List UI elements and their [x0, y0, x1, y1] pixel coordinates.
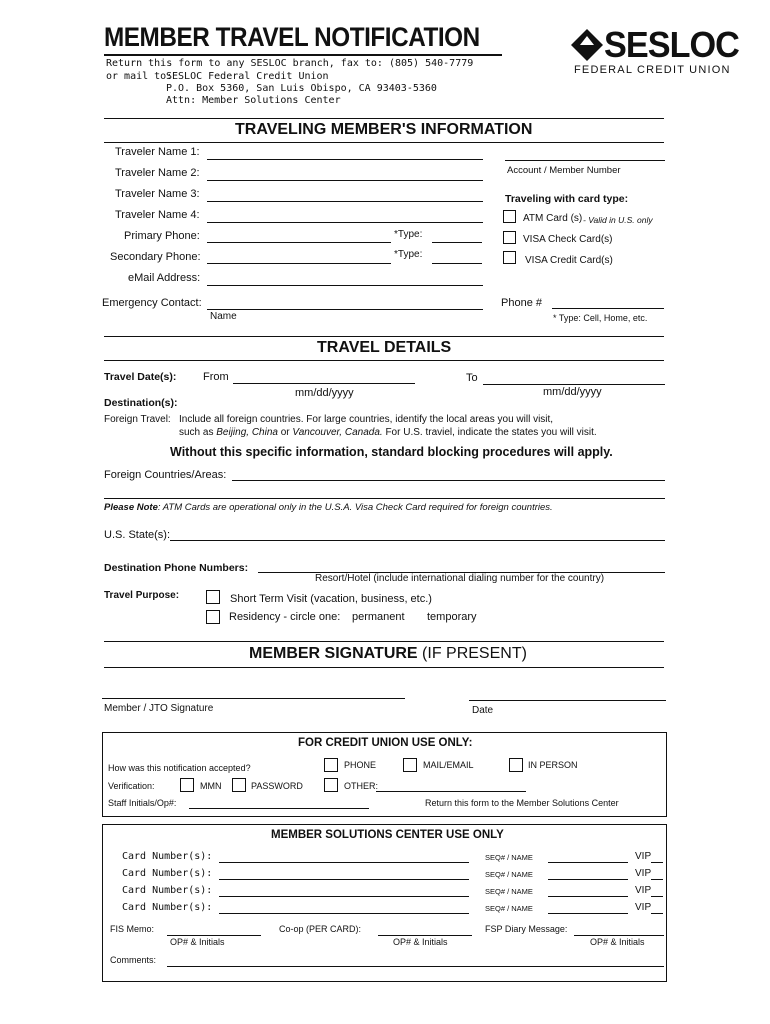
short-term-checkbox[interactable]: [206, 590, 220, 604]
foreign-travel-text-2: such as Beijing, China or Vancouver, Canada. For U.S. traviel, indicate the states you will visit.: [179, 427, 597, 438]
page-title: MEMBER TRAVEL NOTIFICATION: [104, 22, 480, 52]
card-number-label: Card Number(s):: [122, 885, 213, 896]
primary-phone-label: Primary Phone:: [124, 230, 200, 242]
vip-label: VIP: [635, 902, 652, 913]
fis-memo-field[interactable]: [167, 935, 261, 936]
fis-op-initials: OP# & Initials: [170, 937, 225, 947]
emergency-phone-label: Phone #: [501, 297, 542, 309]
staff-initials-field[interactable]: [189, 808, 369, 809]
signature-date-label: Date: [472, 705, 494, 716]
us-states-label: U.S. State(s):: [104, 529, 171, 541]
verification-mmn-label: MMN: [200, 781, 222, 791]
please-note: Please Note: ATM Cards are operational only in the U.S.A. Visa Check Card required for foreign countries.: [104, 502, 553, 513]
verification-mmn-checkbox[interactable]: [180, 778, 194, 792]
verification-other-checkbox[interactable]: [324, 778, 338, 792]
travel-purpose-label: Travel Purpose:: [104, 590, 180, 601]
accepted-mail-checkbox[interactable]: [403, 758, 417, 772]
accepted-phone-checkbox[interactable]: [324, 758, 338, 772]
coop-label: Co-op (PER CARD):: [279, 924, 362, 934]
vip-label: VIP: [635, 868, 652, 879]
account-number-field[interactable]: [505, 160, 665, 161]
account-number-label: Account / Member Number: [507, 165, 621, 176]
return-note: Return this form to the Member Solutions Center: [425, 798, 619, 808]
vip-field[interactable]: [651, 879, 663, 880]
return-line-2: SESLOC Federal Credit Union: [166, 71, 329, 82]
return-line-3: P.O. Box 5360, San Luis Obispo, CA 93403-5360: [166, 83, 437, 94]
card-number-field[interactable]: [219, 913, 469, 914]
sesloc-diamond-icon: [569, 27, 605, 63]
emergency-contact-field[interactable]: [207, 309, 483, 310]
verification-label: Verification:: [108, 781, 155, 791]
section-rule: [104, 142, 664, 143]
traveler-name-4-field[interactable]: [207, 222, 483, 223]
verification-other-field[interactable]: [376, 791, 526, 792]
date-to-label: To: [466, 372, 478, 384]
foreign-travel-text-1: Include all foreign countries. For large countries, identify the local areas you will visit,: [179, 414, 554, 425]
vip-field[interactable]: [651, 913, 663, 914]
residency-permanent[interactable]: permanent: [352, 611, 405, 623]
seq-name-label: SEQ# / NAME: [485, 887, 533, 896]
atm-card-checkbox[interactable]: [503, 210, 516, 223]
secondary-phone-field[interactable]: [207, 263, 391, 264]
foreign-travel-label: Foreign Travel:: [104, 414, 171, 425]
atm-card-note: - Valid in U.S. only: [583, 215, 653, 225]
short-term-label: Short Term Visit (vacation, business, etc.): [230, 593, 432, 605]
fsp-diary-label: FSP Diary Message:: [485, 924, 568, 934]
return-line-2-prefix: or mail to:: [106, 71, 173, 82]
signature-heading: MEMBER SIGNATURE (IF PRESENT): [249, 645, 527, 662]
comments-label: Comments:: [110, 955, 157, 965]
resort-caption: Resort/Hotel (include international dialing number for the country): [315, 573, 605, 584]
traveler-name-3-field[interactable]: [207, 201, 483, 202]
section-rule: [104, 641, 664, 642]
visa-credit-checkbox[interactable]: [503, 251, 516, 264]
verification-other-label: OTHER:: [344, 781, 379, 791]
type-note: * Type: Cell, Home, etc.: [553, 313, 648, 323]
destinations-label: Destination(s):: [104, 397, 178, 409]
atm-card-label: ATM Card (s): [523, 213, 583, 224]
date-from-field[interactable]: [233, 383, 415, 384]
traveler-name-3-label: Traveler Name 3:: [115, 188, 200, 200]
seq-name-label: SEQ# / NAME: [485, 870, 533, 879]
secondary-phone-label: Secondary Phone:: [110, 251, 201, 263]
section-rule: [104, 118, 664, 119]
travel-dates-label: Travel Date(s):: [104, 371, 177, 383]
primary-phone-field[interactable]: [207, 242, 391, 243]
return-line-1: Return this form to any SESLOC branch, fax to: (805) 540-7779: [106, 58, 474, 69]
primary-phone-type-label: *Type:: [394, 229, 423, 240]
vip-label: VIP: [635, 851, 652, 862]
card-number-field[interactable]: [219, 862, 469, 863]
seq-name-field[interactable]: [548, 913, 628, 914]
foreign-areas-field-2[interactable]: [104, 498, 665, 499]
visa-credit-label: VISA Credit Card(s): [525, 255, 613, 266]
card-number-field[interactable]: [219, 879, 469, 880]
us-states-field[interactable]: [170, 540, 665, 541]
date-from-label: From: [203, 371, 229, 383]
seq-name-field[interactable]: [548, 879, 628, 880]
traveler-name-2-field[interactable]: [207, 180, 483, 181]
date-from-format: mm/dd/yyyy: [295, 387, 354, 399]
seq-name-label: SEQ# / NAME: [485, 904, 533, 913]
emergency-name-caption: Name: [210, 311, 237, 322]
logo-tagline: FEDERAL CREDIT UNION: [574, 64, 731, 76]
logo-name: SESLOC: [604, 24, 739, 65]
foreign-areas-label: Foreign Countries/Areas:: [104, 469, 227, 481]
card-number-field[interactable]: [219, 896, 469, 897]
card-type-label: Traveling with card type:: [505, 193, 629, 205]
visa-check-checkbox[interactable]: [503, 231, 516, 244]
traveler-name-1-field[interactable]: [207, 159, 483, 160]
accepted-in-person-checkbox[interactable]: [509, 758, 523, 772]
title-underline: [104, 54, 502, 56]
section-rule: [104, 360, 664, 361]
traveler-name-1-label: Traveler Name 1:: [115, 146, 200, 158]
card-number-label: Card Number(s):: [122, 851, 213, 862]
travel-details-heading: TRAVEL DETAILS: [317, 339, 452, 356]
traveler-name-4-label: Traveler Name 4:: [115, 209, 200, 221]
vip-label: VIP: [635, 885, 652, 896]
section-rule: [104, 667, 664, 668]
accepted-phone-label: PHONE: [344, 760, 377, 770]
emergency-phone-field[interactable]: [552, 308, 664, 309]
residency-temporary[interactable]: temporary: [427, 611, 477, 623]
secondary-phone-type-field[interactable]: [432, 263, 482, 264]
staff-initials-label: Staff Initials/Op#:: [108, 798, 177, 808]
fsp-op-initials: OP# & Initials: [590, 937, 645, 947]
traveling-member-heading: TRAVELING MEMBER'S INFORMATION: [235, 121, 533, 138]
accepted-label: How was this notification accepted?: [108, 763, 251, 773]
accepted-in-person-label: IN PERSON: [528, 760, 578, 770]
visa-check-label: VISA Check Card(s): [523, 234, 613, 245]
residency-label: Residency - circle one:: [229, 611, 341, 623]
verification-password-label: PASSWORD: [251, 781, 303, 791]
card-number-label: Card Number(s):: [122, 868, 213, 879]
signature-date-field[interactable]: [469, 700, 666, 701]
date-to-format: mm/dd/yyyy: [543, 386, 602, 398]
seq-name-field[interactable]: [548, 896, 628, 897]
vip-field[interactable]: [651, 862, 663, 863]
traveler-name-2-label: Traveler Name 2:: [115, 167, 200, 179]
blocking-warning: Without this specific information, standard blocking procedures will apply.: [170, 445, 613, 459]
section-rule: [104, 336, 664, 337]
email-label: eMail Address:: [128, 272, 201, 284]
verification-password-checkbox[interactable]: [232, 778, 246, 792]
fis-memo-label: FIS Memo:: [110, 924, 155, 934]
foreign-areas-field[interactable]: [232, 480, 665, 481]
signature-label: Member / JTO Signature: [104, 703, 214, 714]
primary-phone-type-field[interactable]: [432, 242, 482, 243]
coop-field[interactable]: [378, 935, 472, 936]
signature-field[interactable]: [102, 698, 405, 699]
return-line-4: Attn: Member Solutions Center: [166, 95, 341, 106]
date-to-field[interactable]: [483, 384, 665, 385]
emergency-contact-label: Emergency Contact:: [102, 297, 202, 309]
residency-checkbox[interactable]: [206, 610, 220, 624]
comments-field[interactable]: [167, 966, 664, 967]
coop-op-initials: OP# & Initials: [393, 937, 448, 947]
card-number-label: Card Number(s):: [122, 902, 213, 913]
msc-use-heading: MEMBER SOLUTIONS CENTER USE ONLY: [271, 829, 504, 841]
vip-field[interactable]: [651, 896, 663, 897]
accepted-mail-label: MAIL/EMAIL: [423, 760, 474, 770]
destination-phones-label: Destination Phone Numbers:: [104, 562, 249, 574]
secondary-phone-type-label: *Type:: [394, 249, 423, 260]
cu-use-heading: FOR CREDIT UNION USE ONLY:: [298, 737, 473, 749]
seq-name-label: SEQ# / NAME: [485, 853, 533, 862]
email-field[interactable]: [207, 285, 483, 286]
fsp-diary-field[interactable]: [574, 935, 664, 936]
seq-name-field[interactable]: [548, 862, 628, 863]
